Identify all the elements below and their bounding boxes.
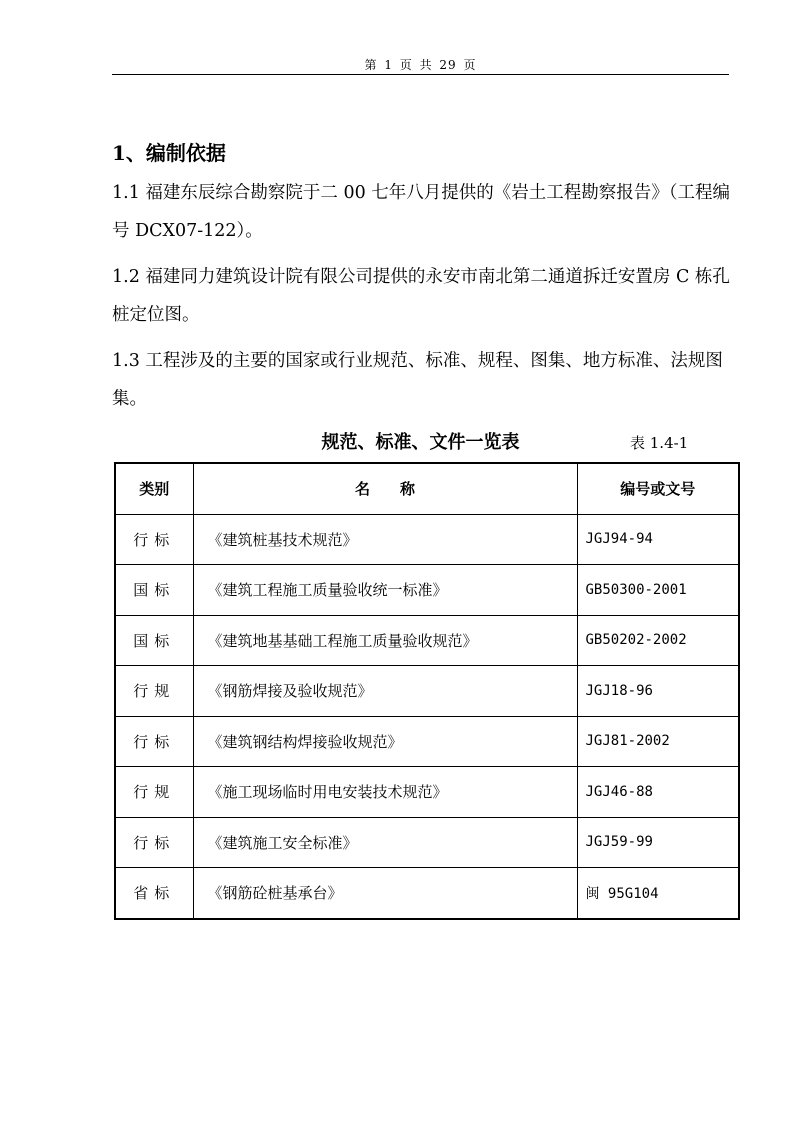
row-name: 《建筑钢结构焊接验收规范》 bbox=[193, 716, 577, 767]
row-code: JGJ81-2002 bbox=[577, 716, 739, 767]
row-name: 《钢筋砼桩基承台》 bbox=[193, 868, 577, 919]
page-header: 第 1 页 共 29 页 bbox=[364, 58, 477, 72]
section-heading: 1、编制依据 bbox=[112, 141, 226, 165]
table-row bbox=[115, 666, 739, 717]
row-category: 行规 bbox=[115, 767, 193, 818]
row-name: 《建筑工程施工质量验收统一标准》 bbox=[193, 565, 577, 616]
row-category: 行规 bbox=[115, 666, 193, 717]
row-name: 《施工现场临时用电安装技术规范》 bbox=[193, 767, 577, 818]
column-header-code: 编号或文号 bbox=[577, 463, 739, 514]
table-row bbox=[115, 817, 739, 868]
table-row bbox=[115, 615, 739, 666]
row-name: 《钢筋焊接及验收规范》 bbox=[193, 666, 577, 717]
row-name: 《建筑施工安全标准》 bbox=[193, 817, 577, 868]
row-code: 闽 95G104 bbox=[577, 868, 739, 919]
row-name: 《建筑地基基础工程施工质量验收规范》 bbox=[193, 615, 577, 666]
row-category: 国标 bbox=[115, 565, 193, 616]
row-code: GB50300-2001 bbox=[577, 565, 739, 616]
table-row bbox=[115, 514, 739, 565]
row-code: JGJ94-94 bbox=[577, 514, 739, 565]
row-code: JGJ46-88 bbox=[577, 767, 739, 818]
row-category: 省标 bbox=[115, 868, 193, 919]
paragraph-1-3: 1.3 工程涉及的主要的国家或行业规范、标准、规程、图集、地方标准、法规图集。 bbox=[112, 351, 723, 409]
table-title: 规范、标准、文件一览表 bbox=[321, 432, 520, 453]
paragraph-1-2: 1.2 福建同力建筑设计院有限公司提供的永安市南北第二通道拆迁安置房 C 栋孔桩定位图。 bbox=[112, 267, 730, 325]
row-category: 国标 bbox=[115, 615, 193, 666]
row-category: 行标 bbox=[115, 514, 193, 565]
row-code: JGJ59-99 bbox=[577, 817, 739, 868]
column-header-category: 类别 bbox=[115, 463, 193, 514]
row-category: 行标 bbox=[115, 716, 193, 767]
table-number: 表 1.4-1 bbox=[630, 434, 689, 452]
table-row bbox=[115, 716, 739, 767]
row-category: 行标 bbox=[115, 817, 193, 868]
paragraph-1-1: 1.1 福建东辰综合勘察院于二 00 七年八月提供的《岩土工程勘察报告》（工程编号 DCX07-122）。 bbox=[112, 183, 731, 241]
table-row bbox=[115, 565, 739, 616]
standards-table bbox=[114, 462, 740, 920]
table-header-row bbox=[115, 463, 739, 514]
table-row bbox=[115, 868, 739, 919]
row-code: GB50202-2002 bbox=[577, 615, 739, 666]
column-header-name: 名 称 bbox=[193, 463, 577, 514]
row-name: 《建筑桩基技术规范》 bbox=[193, 514, 577, 565]
table-row bbox=[115, 767, 739, 818]
row-code: JGJ18-96 bbox=[577, 666, 739, 717]
header-divider bbox=[112, 74, 729, 75]
